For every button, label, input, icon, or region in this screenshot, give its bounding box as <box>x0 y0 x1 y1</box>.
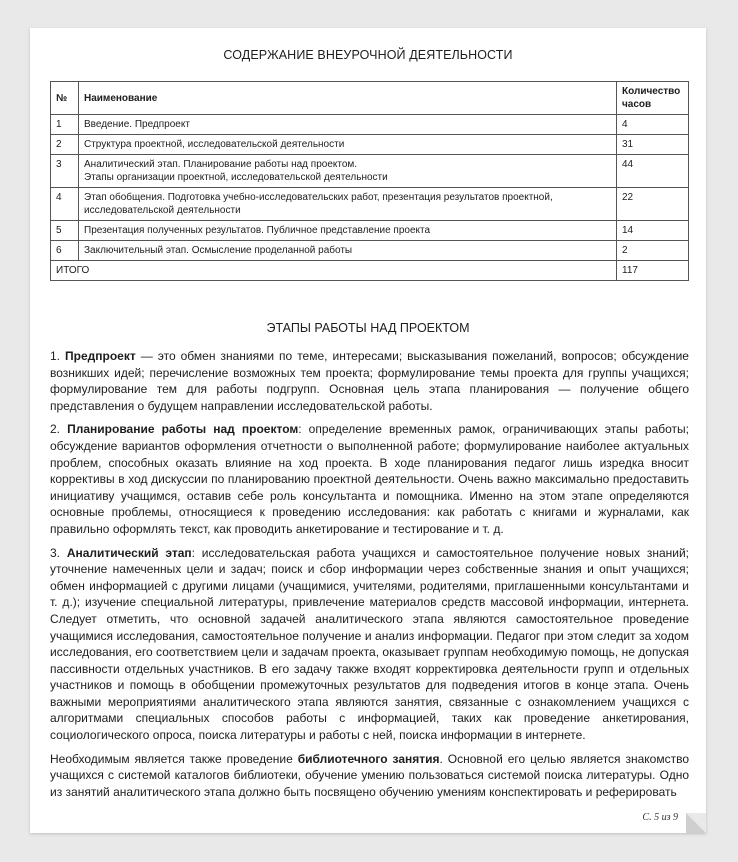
row-hours: 14 <box>617 221 689 241</box>
document-page <box>30 28 706 833</box>
term-bold: Планирование работы над проектом <box>67 422 299 437</box>
paragraph-text: — это обмен знаниями по теме, интересами; высказывания пожеланий, вопросов; обсуждение возникших идей; перечисление возможных тем проекта; формулирование темы проекта для группы учащихся; формулирование тем для работы подгрупп. Основная цель этапа планирования — получение общего представления о будущем направлении исследовательской работы. <box>50 349 689 413</box>
row-name: Этап обобщения. Подготовка учебно-исследовательских работ, презентация результатов проектной, исследовательской деятельности <box>79 188 617 221</box>
row-name-line1: Аналитический этап. Планирование работы над проектом. <box>84 159 358 170</box>
row-hours: 2 <box>617 241 689 261</box>
paragraph-number: 2. <box>50 422 61 437</box>
table-row <box>51 155 689 188</box>
header-hours: Количество часов <box>617 82 689 115</box>
row-number: 5 <box>51 221 79 241</box>
page-fold-corner <box>686 813 706 833</box>
row-name <box>79 155 617 188</box>
row-hours: 4 <box>617 115 689 135</box>
term-bold: Предпроект <box>65 349 136 363</box>
paragraph-number: 3. <box>50 545 61 560</box>
row-number: 3 <box>51 155 79 188</box>
paragraph-text: : определение временных рамок, ограничивающих этапы работы; обсуждение вариантов оформления отчетности о выполненной работе; формулирование наиболее актуальных проблем, способных оказать влияние на ход проекта. В ходе планирования педагог лишь изредка вносит коррективы в ход дискуссии по планированию проектной деятельности. Очень важно максимально предоставить инициативу учащимся, оставив себе роль консультанта и помощника. Именно на этом этапе определяются основные проблемы, относящиеся к проведению исследования: как работать с книгами и журналами, как правильно оформлять текст, как проводить анкетирование и тестирование и т. д. <box>50 422 689 536</box>
table-total-row <box>51 261 689 281</box>
header-number: № <box>51 82 79 115</box>
total-value: 117 <box>617 261 689 281</box>
paragraph-library <box>50 751 689 801</box>
content-title: СОДЕРЖАНИЕ ВНЕУРОЧНОЙ ДЕЯТЕЛЬНОСТИ <box>223 48 513 62</box>
row-name: Презентация полученных результатов. Публичное представление проекта <box>79 221 617 241</box>
row-hours: 31 <box>617 135 689 155</box>
total-label: ИТОГО <box>51 261 617 281</box>
row-hours: 44 <box>617 155 689 188</box>
table-row <box>51 221 689 241</box>
paragraph-pre: Необходимым является также проведение <box>50 751 298 766</box>
row-name: Заключительный этап. Осмысление проделанной работы <box>79 241 617 261</box>
table-row <box>51 135 689 155</box>
row-name-line2: Этапы организации проектной, исследовательской деятельности <box>84 172 388 183</box>
row-name: Структура проектной, исследовательской деятельности <box>79 135 617 155</box>
table-row <box>51 188 689 221</box>
stages-title: ЭТАПЫ РАБОТЫ НАД ПРОЕКТОМ <box>266 321 470 335</box>
paragraph-text: . Основной его целью является знакомство учащихся с системой каталогов библиотеки, обучение умению пользоваться системой поиска литературы. Одно из занятий аналитического этапа должно быть посвящено обучению умениям конспектировать и реферировать <box>50 751 689 799</box>
page-number: С. 5 из 9 <box>642 812 678 823</box>
term-bold: Аналитический этап <box>66 545 192 560</box>
row-number: 6 <box>51 241 79 261</box>
row-number: 1 <box>51 115 79 135</box>
table-header-row <box>51 82 689 115</box>
stages-body <box>50 348 689 807</box>
row-number: 2 <box>51 135 79 155</box>
term-bold: библиотечного занятия <box>297 751 440 766</box>
paragraph-preproject <box>50 348 689 414</box>
header-name: Наименование <box>79 82 617 115</box>
paragraph-text: : исследовательская работа учащихся и самостоятельное получение новых знаний; уточнение намеченных цели и задач; поиск и сбор информации через собственные знания и опыт учащихся; обмен информацией с другими лицами (учащимися, учителями, родителями, приглашенными консультантами и т. д.); изучение специальной литературы, привлечение материалов средств массовой информации, интернета. Следует отметить, что основной задачей аналитического этапа являются самостоятельное проведение учащимися исследования, самостоятельное получение и анализ информации. Педагог при этом следит за ходом исследования, его соответствием цели и задачам проекта, оказывает группам необходимую помощь, не допуская пассивности отдельных участников. В его задачу также входят корректировка деятельности групп и отдельных участников и помощь в обобщении промежуточных результатов для подведения итогов в конце этапа. Очень важными мероприятиями аналитического этапа являются занятия, связанные с ознакомлением учащихся с алгоритмами специальных способов работы с информацией, таких как проведение анкетирования, социологического опроса, поиска литературы и работы с ней, поиска информации в интернете. <box>50 545 689 743</box>
paragraph-analytical <box>50 545 689 744</box>
row-name: Введение. Предпроект <box>79 115 617 135</box>
row-number: 4 <box>51 188 79 221</box>
paragraph-number: 1. <box>50 349 61 363</box>
row-hours: 22 <box>617 188 689 221</box>
table-row <box>51 241 689 261</box>
paragraph-planning <box>50 421 689 537</box>
table-row <box>51 115 689 135</box>
content-table <box>50 81 689 281</box>
